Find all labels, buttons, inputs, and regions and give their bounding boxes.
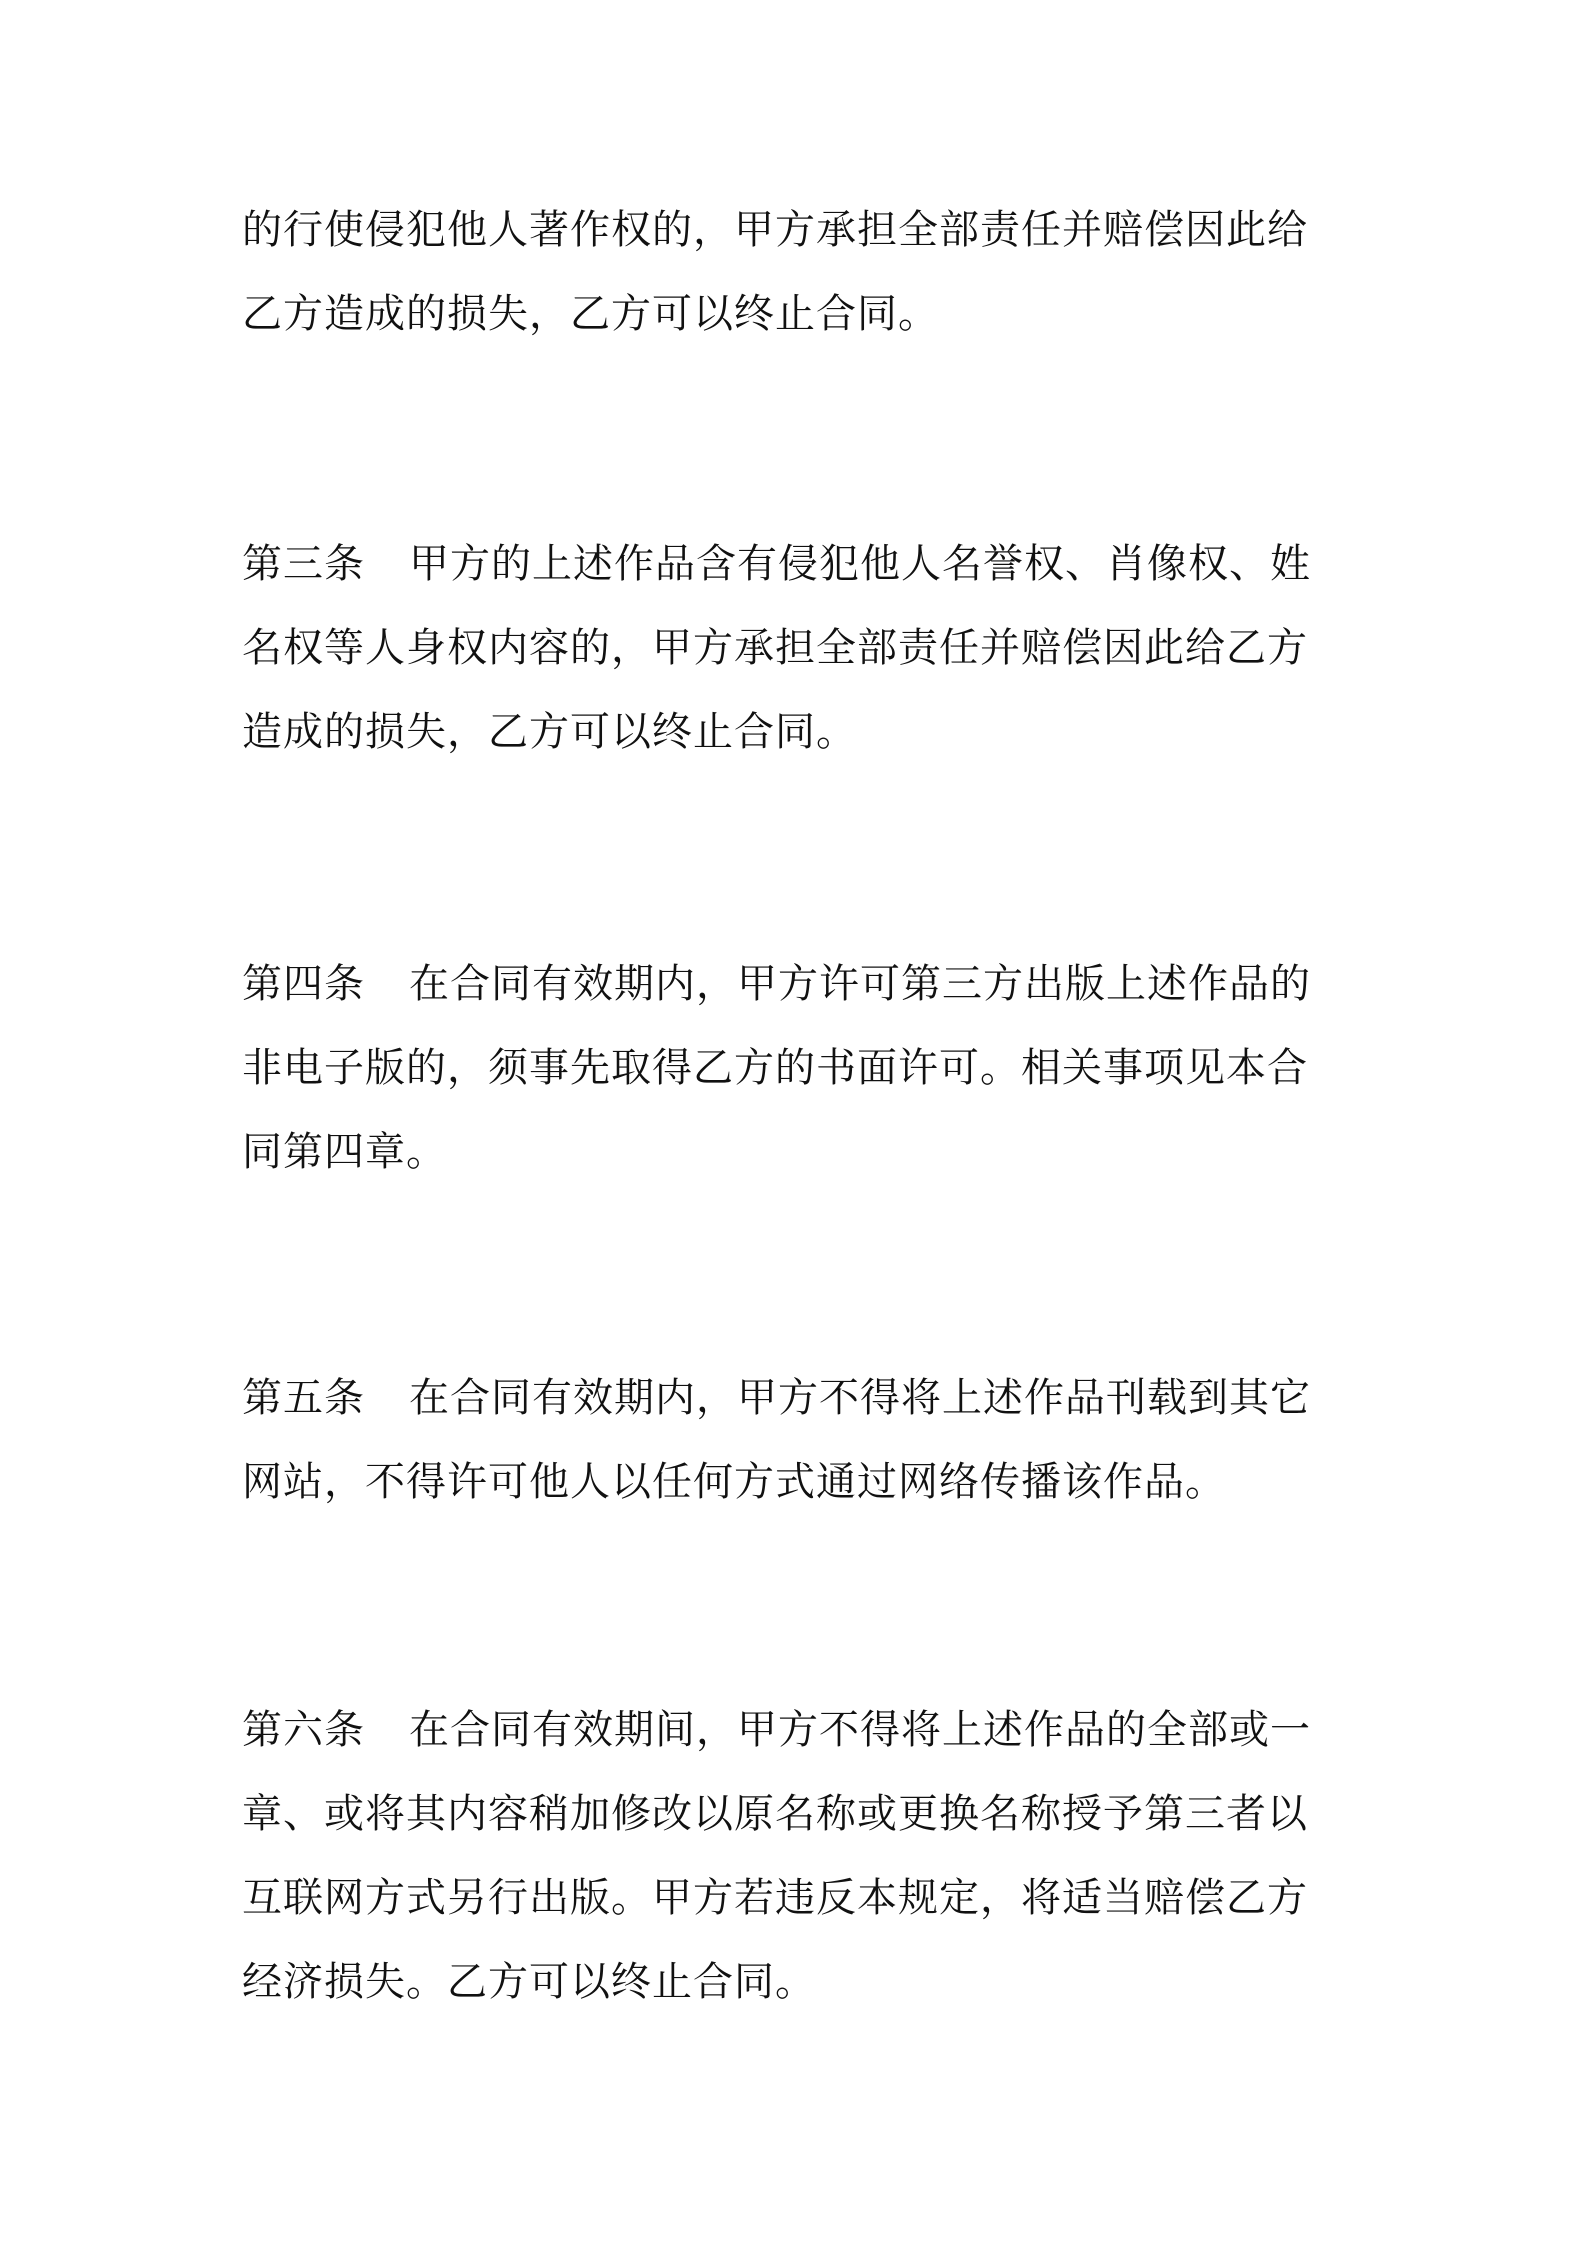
- paragraph-line: [242, 1356, 1362, 1440]
- article-4: [242, 942, 1362, 1194]
- paragraph-line: [242, 522, 1362, 606]
- paragraph-line: 的行使侵犯他人著作权的，甲方承担全部责任并赔偿因此给: [242, 207, 1308, 253]
- paragraph-line: [242, 942, 1362, 1026]
- paragraph-line: 互联网方式另行出版。甲方若违反本规定，将适当赔偿乙方: [242, 1875, 1308, 1921]
- paragraph-continuation: [242, 188, 1362, 356]
- article-text: 在合同有效期间，甲方不得将上述作品的全部或一: [409, 1707, 1311, 1753]
- article-3: [242, 522, 1362, 774]
- article-6: [242, 1688, 1362, 2024]
- paragraph-line: 名权等人身权内容的，甲方承担全部责任并赔偿因此给乙方: [242, 625, 1308, 671]
- paragraph-line: 同第四章。: [242, 1129, 447, 1175]
- paragraph-line: 经济损失。乙方可以终止合同。: [242, 1959, 816, 2005]
- paragraph-line: 章、或将其内容稍加修改以原名称或更换名称授予第三者以: [242, 1791, 1308, 1837]
- article-text: 在合同有效期内，甲方许可第三方出版上述作品的: [409, 961, 1311, 1007]
- article-text: 在合同有效期内，甲方不得将上述作品刊载到其它: [409, 1375, 1311, 1421]
- article-label: 第四条: [242, 961, 365, 1007]
- paragraph-line: 非电子版的，须事先取得乙方的书面许可。相关事项见本合: [242, 1045, 1308, 1091]
- article-label: 第三条: [242, 541, 365, 587]
- paragraph-line: 造成的损失，乙方可以终止合同。: [242, 709, 857, 755]
- article-label: 第六条: [242, 1707, 365, 1753]
- paragraph-line: 乙方造成的损失，乙方可以终止合同。: [242, 291, 939, 337]
- article-label: 第五条: [242, 1375, 365, 1421]
- article-text: 甲方的上述作品含有侵犯他人名誉权、肖像权、姓: [409, 541, 1311, 587]
- paragraph-line: 网站，不得许可他人以任何方式通过网络传播该作品。: [242, 1459, 1226, 1505]
- paragraph-line: [242, 1688, 1362, 1772]
- article-5: [242, 1356, 1362, 1524]
